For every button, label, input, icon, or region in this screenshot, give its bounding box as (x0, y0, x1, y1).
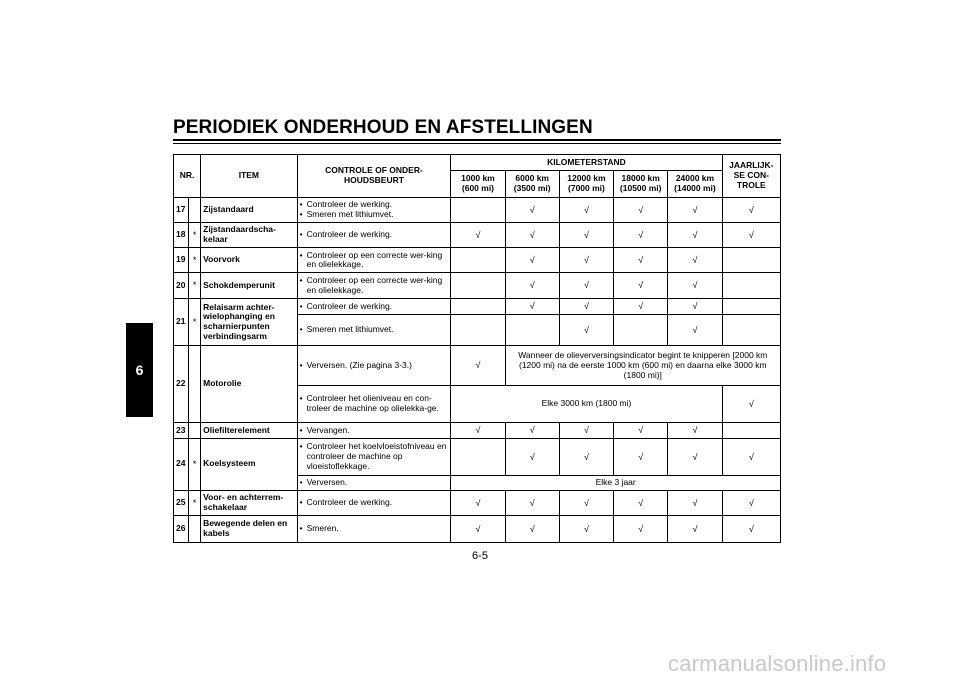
check-cell: √ (614, 222, 668, 247)
check-cell: √ (451, 423, 505, 438)
header-jaarlijkse: JAARLIJK-SE CON-TROLE (722, 155, 780, 198)
check-cell: √ (505, 248, 559, 273)
check-cell: √ (668, 438, 722, 475)
check-cell (451, 314, 505, 345)
header-kilometerstand: KILOMETERSTAND (451, 155, 722, 171)
check-cell: √ (614, 298, 668, 314)
check-cell: √ (668, 273, 722, 298)
list-item: • Controleer op een correcte wer-king en olielekkage. (300, 251, 449, 271)
row-controle (297, 197, 451, 222)
table-row (174, 423, 781, 438)
row-star: * (189, 222, 201, 247)
row-item: Zijstandaard (201, 197, 297, 222)
check-cell (722, 314, 780, 345)
check-cell: √ (505, 515, 559, 543)
header-item: ITEM (201, 155, 297, 198)
row-nr: 22 (174, 346, 189, 423)
check-cell (722, 423, 780, 438)
check-cell: √ (614, 248, 668, 273)
header-km-1000: 1000 km (600 mi) (451, 171, 505, 197)
check-cell: √ (559, 273, 613, 298)
check-cell: √ (559, 491, 613, 515)
interval-note: Elke 3000 km (1800 mi) (451, 385, 722, 422)
check-cell: √ (559, 222, 613, 247)
table-row (174, 273, 781, 298)
check-cell: √ (505, 491, 559, 515)
row-controle (297, 298, 451, 314)
check-cell: √ (668, 222, 722, 247)
check-cell: √ (559, 515, 613, 543)
row-controle (297, 314, 451, 345)
row-item: Bewegende delen en kabels (201, 515, 297, 543)
row-nr: 19 (174, 248, 189, 273)
row-star: * (189, 248, 201, 273)
list-item: • Controleer het olieniveau en con-troleer de machine op olielekka-ge. (300, 394, 449, 414)
check-cell (451, 298, 505, 314)
check-cell: √ (505, 197, 559, 222)
row-nr: 25 (174, 491, 189, 515)
table-row (174, 438, 781, 475)
row-item: Schokdemperunit (201, 273, 297, 298)
maintenance-table (173, 154, 781, 543)
row-controle (297, 476, 451, 491)
table-row (174, 197, 781, 222)
check-cell: √ (505, 273, 559, 298)
table-row (174, 491, 781, 515)
check-cell: √ (722, 438, 780, 475)
row-nr: 17 (174, 197, 189, 222)
check-cell: √ (451, 222, 505, 247)
row-star: * (189, 438, 201, 491)
check-cell: √ (668, 515, 722, 543)
check-cell: √ (451, 491, 505, 515)
row-nr: 20 (174, 273, 189, 298)
check-cell: √ (559, 438, 613, 475)
check-cell: √ (451, 515, 505, 543)
check-cell: √ (451, 346, 505, 386)
interval-note: Elke 3 jaar (451, 476, 781, 491)
row-star: * (189, 491, 201, 515)
check-cell: √ (505, 222, 559, 247)
row-item: Koelsysteem (201, 438, 297, 491)
check-cell: √ (559, 197, 613, 222)
row-controle (297, 385, 451, 422)
header-controle: CONTROLE OF ONDER-HOUDSBEURT (297, 155, 451, 198)
check-cell: √ (668, 314, 722, 345)
check-cell (614, 314, 668, 345)
list-item: • Controleer de werking. (300, 302, 449, 312)
list-item: • Controleer de werking. (300, 498, 449, 508)
page-title: PERIODIEK ONDERHOUD EN AFSTELLINGEN (173, 117, 593, 138)
check-cell (451, 197, 505, 222)
list-item: • Smeren met lithiumvet. (300, 210, 449, 220)
row-item: Oliefilterelement (201, 423, 297, 438)
check-cell (451, 273, 505, 298)
check-cell: √ (668, 248, 722, 273)
row-nr: 18 (174, 222, 189, 247)
title-rule (173, 139, 781, 141)
row-item: Zijstandaardscha-kelaar (201, 222, 297, 247)
check-cell: √ (722, 515, 780, 543)
check-cell: √ (559, 248, 613, 273)
row-nr: 21 (174, 298, 189, 346)
list-item: • Controleer het koelvloeistofniveau en controleer de machine op vloeistoflekkage. (300, 442, 449, 471)
check-cell (505, 314, 559, 345)
row-nr: 23 (174, 423, 189, 438)
row-item: Motorolie (201, 346, 297, 423)
row-controle (297, 438, 451, 475)
check-cell: √ (559, 298, 613, 314)
row-star: * (189, 298, 201, 346)
table-row (174, 298, 781, 314)
header-km-6000: 6000 km (3500 mi) (505, 171, 559, 197)
row-star: * (189, 273, 201, 298)
header-km-18000: 18000 km (10500 mi) (614, 171, 668, 197)
check-cell: √ (559, 423, 613, 438)
table-row (174, 515, 781, 543)
row-controle (297, 346, 451, 386)
check-cell: √ (668, 298, 722, 314)
title-rule-thin (173, 143, 781, 144)
row-star (189, 197, 201, 222)
check-cell: √ (614, 273, 668, 298)
list-item: • Smeren met lithiumvet. (300, 325, 449, 335)
row-nr: 24 (174, 438, 189, 491)
row-controle (297, 515, 451, 543)
list-item: • Verversen. (300, 478, 449, 488)
row-star (189, 515, 201, 543)
check-cell: √ (505, 438, 559, 475)
list-item: • Controleer de werking. (300, 200, 449, 210)
check-cell: √ (505, 423, 559, 438)
check-cell: √ (722, 491, 780, 515)
check-cell: √ (614, 197, 668, 222)
check-cell (722, 298, 780, 314)
check-cell: √ (614, 438, 668, 475)
check-cell: √ (614, 423, 668, 438)
row-star (189, 423, 201, 438)
header-km-24000: 24000 km (14000 mi) (668, 171, 722, 197)
check-cell: √ (668, 423, 722, 438)
check-cell: √ (722, 197, 780, 222)
table-row (174, 222, 781, 247)
row-controle (297, 491, 451, 515)
list-item: • Verversen. (Zie pagina 3-3.) (300, 361, 449, 371)
check-cell (451, 438, 505, 475)
row-controle (297, 273, 451, 298)
check-cell (722, 248, 780, 273)
row-controle (297, 222, 451, 247)
check-cell: √ (614, 491, 668, 515)
check-cell: √ (505, 298, 559, 314)
row-item: Voor- en achterrem-schakelaar (201, 491, 297, 515)
row-nr: 26 (174, 515, 189, 543)
header-km-12000: 12000 km (7000 mi) (559, 171, 613, 197)
page-number: 6-5 (472, 550, 488, 562)
check-cell: √ (722, 222, 780, 247)
check-cell: √ (668, 491, 722, 515)
check-cell (451, 248, 505, 273)
list-item: • Smeren. (300, 524, 449, 534)
header-nr: NR. (174, 155, 201, 198)
row-controle (297, 248, 451, 273)
table-row (174, 346, 781, 386)
row-controle (297, 423, 451, 438)
table-header-row (174, 155, 781, 171)
row-star (189, 346, 201, 423)
watermark: carmanualsonline.info (668, 651, 887, 676)
list-item: • Vervangen. (300, 426, 449, 436)
row-item: Relaisarm achter-wielophanging en scharnierpunten verbindingsarm (201, 298, 297, 346)
check-cell: √ (559, 314, 613, 345)
list-item: • Controleer op een correcte wer-king en olielekkage. (300, 276, 449, 296)
interval-note: Wanneer de olieverversingsindicator begint te knipperen [2000 km (1200 mi) na de eerste 1000 km (600 mi) en daarna elke 3000 km (1800 mi)] (505, 346, 780, 386)
table-row (174, 248, 781, 273)
check-cell: √ (722, 385, 780, 422)
check-cell: √ (668, 197, 722, 222)
check-cell: √ (614, 515, 668, 543)
check-cell (722, 273, 780, 298)
row-item: Voorvork (201, 248, 297, 273)
chapter-tab: 6 (126, 323, 153, 417)
list-item: • Controleer de werking. (300, 230, 449, 240)
